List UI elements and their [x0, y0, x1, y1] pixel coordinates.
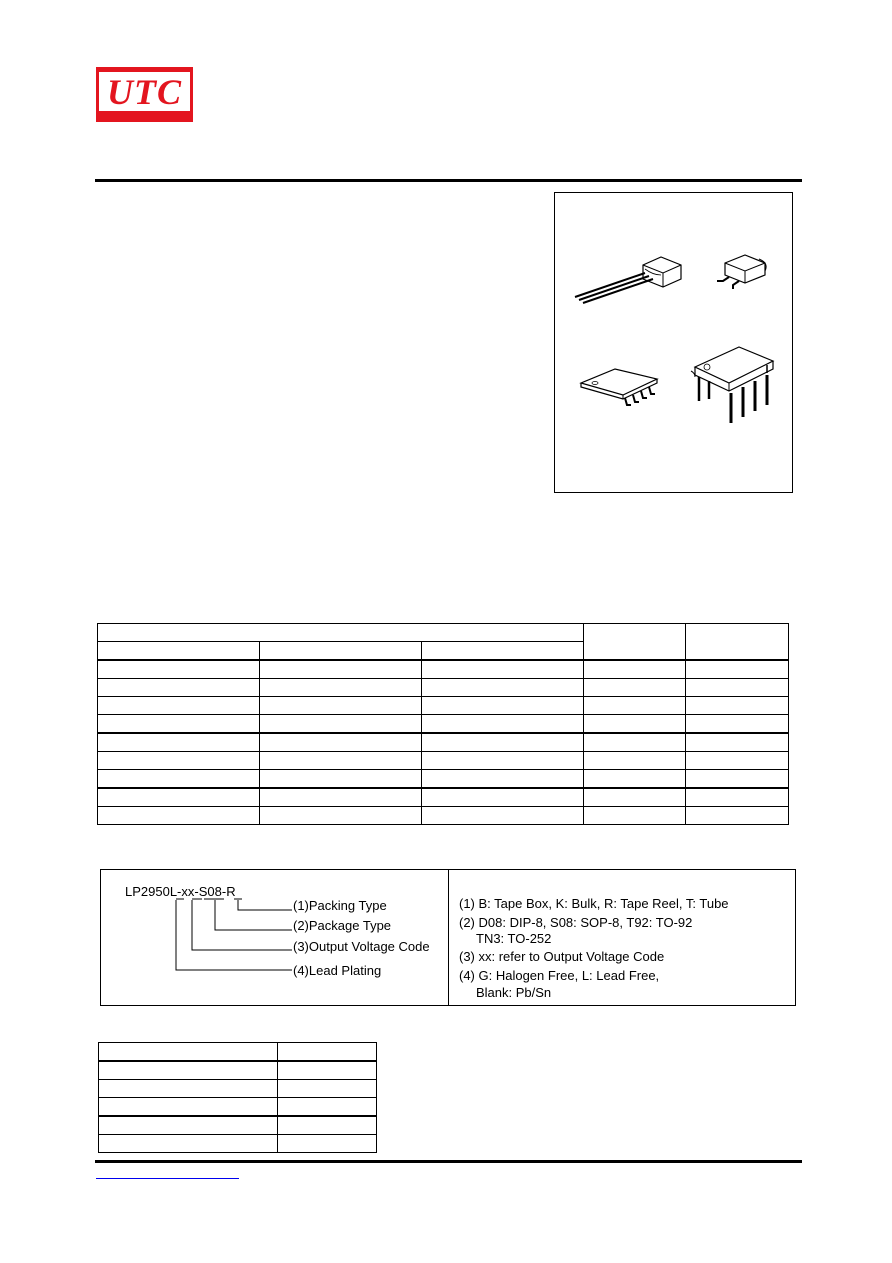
table-row: [99, 1116, 377, 1135]
part-number-code: LP2950L-xx-S08-R: [125, 884, 236, 899]
table-row: [98, 660, 789, 679]
table-row: [99, 1061, 377, 1080]
table-row: [98, 788, 789, 807]
packing-type-label: (1)Packing Type: [293, 898, 387, 913]
package-type-label: (2)Package Type: [293, 918, 392, 933]
note-lead-plating-cont: Blank: Pb/Sn: [476, 985, 552, 1000]
part-number-divider: [448, 869, 449, 1006]
header-rule: [95, 179, 802, 182]
note-package-type: (2) D08: DIP-8, S08: SOP-8, T92: TO-92: [459, 915, 693, 930]
table-row: [99, 1098, 377, 1117]
ordering-table: [97, 623, 789, 825]
table-row: [98, 807, 789, 825]
note-lead-plating: (4) G: Halogen Free, L: Lead Free,: [459, 968, 660, 983]
table-row: [98, 752, 789, 770]
part-number-leader-lines: [170, 896, 296, 974]
table-row: [98, 733, 789, 752]
package-illustrations: [554, 192, 793, 493]
to252-package-icon: [711, 251, 771, 293]
footer-rule: [95, 1160, 802, 1163]
sop8-package-icon: [575, 361, 665, 411]
table-row: [98, 770, 789, 789]
table-row: [99, 1043, 377, 1062]
utc-logo: [96, 67, 193, 122]
table-row: [99, 1080, 377, 1098]
dip8-package-icon: [687, 343, 779, 427]
lead-plating-label: (4)Lead Plating: [293, 963, 382, 978]
table-row: [98, 624, 789, 642]
note-output-voltage: (3) xx: refer to Output Voltage Code: [459, 949, 665, 964]
output-voltage-code-label: (3)Output Voltage Code: [293, 939, 430, 954]
table-row: [99, 1135, 377, 1153]
to92-package-icon: [571, 251, 691, 306]
logo-text: UTC: [107, 71, 182, 112]
footer-link[interactable]: [96, 1178, 239, 1179]
note-packing-type: (1) B: Tape Box, K: Bulk, R: Tape Reel, T: Tube: [459, 896, 729, 911]
note-package-type-cont: TN3: TO-252: [476, 931, 552, 946]
table-row: [98, 679, 789, 697]
marking-table: [98, 1042, 377, 1153]
table-row: [98, 715, 789, 734]
table-row: [98, 697, 789, 715]
